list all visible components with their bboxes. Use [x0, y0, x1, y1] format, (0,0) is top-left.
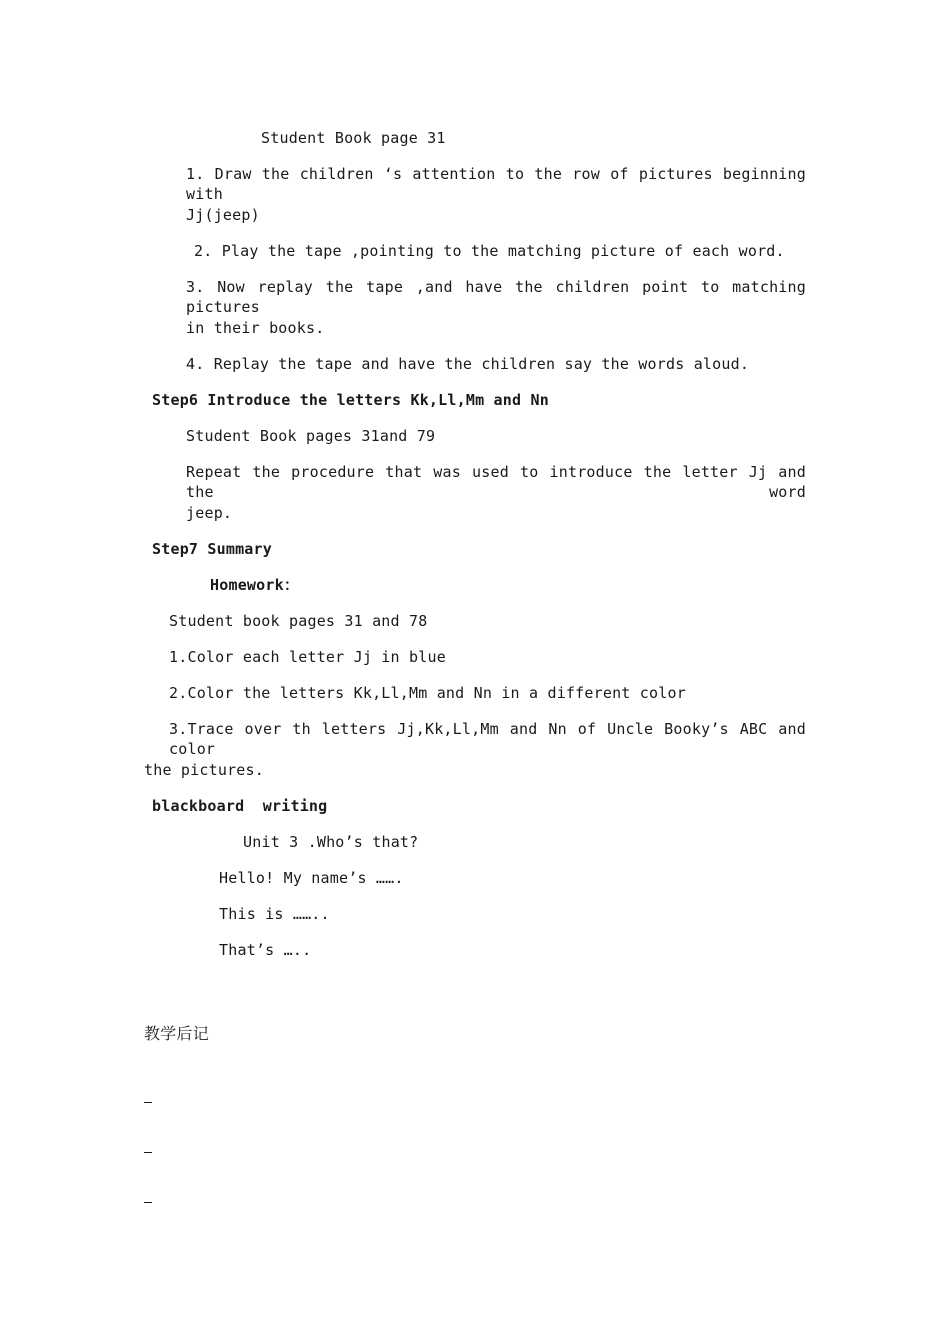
step6-instruction-continued: jeep.	[186, 504, 233, 522]
blank-line-mark-2	[144, 1152, 152, 1153]
homework-item-3-continued: the pictures.	[144, 761, 264, 779]
homework-book-reference: Student book pages 31 and 78	[169, 612, 428, 630]
reflection-heading: 教学后记	[144, 1024, 209, 1043]
step6-book-reference: Student Book pages 31and 79	[186, 427, 436, 445]
blackboard-line-3: That’s …..	[219, 941, 312, 959]
blackboard-line-1: Hello! My name’s …….	[219, 869, 404, 887]
blank-line-mark-3	[144, 1202, 152, 1203]
step6-heading: Step6 Introduce the letters Kk,Ll,Mm and Nn	[152, 391, 549, 409]
step-item-3-continued: in their books.	[186, 319, 325, 337]
step-item-2: 2. Play the tape ,pointing to the matching picture of each word.	[194, 242, 785, 260]
blank-line-mark-1	[144, 1102, 152, 1103]
book-reference: Student Book page 31	[261, 129, 446, 147]
step6-instruction: Repeat the procedure that was used to introduce the letter Jj and the word	[186, 463, 806, 501]
homework-item-1: 1.Color each letter Jj in blue	[169, 648, 446, 666]
blackboard-line-2: This is ……..	[219, 905, 330, 923]
step-item-1: 1. Draw the children ‘s attention to the row of pictures beginning with	[186, 165, 806, 203]
blackboard-heading: blackboard writing	[152, 797, 328, 815]
homework-label: Homework：	[210, 576, 300, 594]
homework-item-2: 2.Color the letters Kk,Ll,Mm and Nn in a different color	[169, 684, 686, 702]
homework-item-3: 3.Trace over th letters Jj,Kk,Ll,Mm and Nn of Uncle Booky’s ABC and color	[169, 720, 806, 758]
step-item-1-continued: Jj(jeep)	[186, 206, 260, 224]
blackboard-title: Unit 3 .Who’s that?	[243, 833, 419, 851]
step-item-4: 4. Replay the tape and have the children say the words aloud.	[186, 355, 750, 373]
step-item-3: 3. Now replay the tape ,and have the children point to matching pictures	[186, 278, 806, 316]
step7-heading: Step7 Summary	[152, 540, 272, 558]
